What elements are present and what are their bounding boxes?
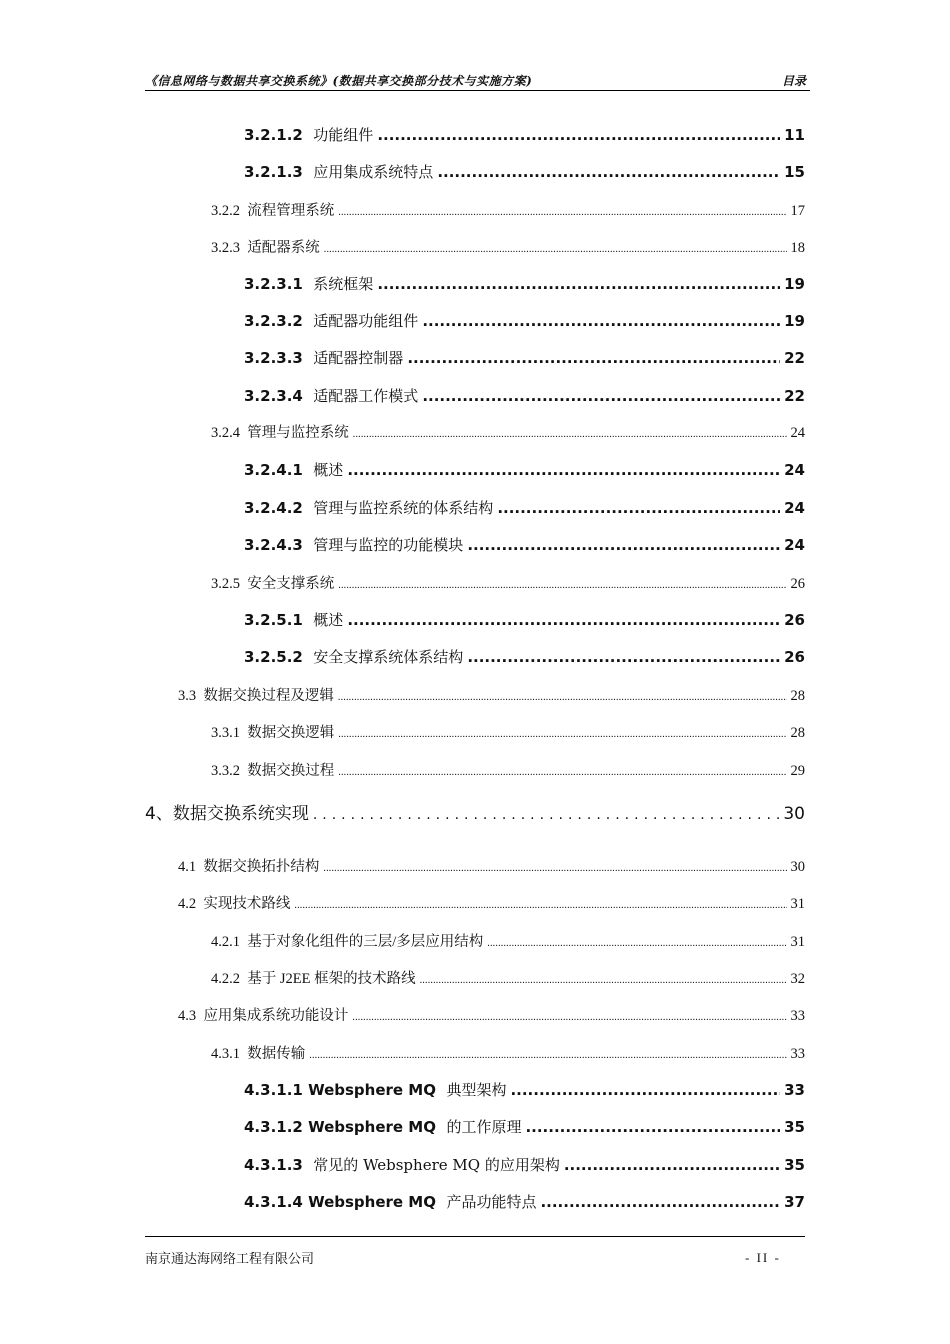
toc-entry-page: 37 (784, 1193, 805, 1211)
toc-entry[interactable] (211, 236, 805, 257)
toc-entry-number: 3.2.3.2 (244, 312, 303, 330)
toc-entry-number: 3.2.4.1 (244, 461, 303, 479)
toc-entry-title: 数据交换逻辑 (247, 725, 335, 741)
toc-dot-leader (377, 126, 780, 144)
toc-entry-number: 4.3.1.3 (244, 1156, 303, 1174)
toc-entry[interactable] (178, 855, 805, 876)
toc-entry-number: 4.3.1.4 Websphere MQ (244, 1193, 436, 1211)
toc-entry-page: 19 (784, 312, 805, 330)
toc-entry-title: 管理与监控系统的体系结构 (313, 499, 494, 517)
toc-entry-title: 基于 J2EE 框架的技术路线 (247, 971, 416, 987)
toc-entry-page: 24 (784, 461, 805, 479)
toc-entry-title: 系统框架 (313, 275, 374, 293)
toc-entry-page: 32 (790, 971, 805, 987)
toc-dot-leader (347, 461, 780, 479)
toc-entry-title: 管理与监控的功能模块 (313, 536, 464, 554)
toc-entry-number: 3.2.1.2 (244, 126, 303, 144)
toc-entry-title: 基于对象化组件的三层/多层应用结构 (247, 934, 484, 950)
toc-entry-title: 流程管理系统 (247, 203, 335, 219)
toc-entry-page: 28 (790, 725, 805, 741)
toc-dot-leader (347, 611, 780, 629)
toc-entry-page: 18 (790, 240, 805, 256)
footer-rule (145, 1236, 805, 1237)
toc-dot-leader (407, 349, 780, 367)
toc-entry-page: 31 (790, 896, 805, 912)
toc-entry[interactable] (178, 1004, 805, 1025)
toc-entry-number: 4.2 (178, 896, 197, 912)
toc-entry-number: 3.2.3.1 (244, 275, 303, 293)
toc-entry[interactable] (211, 930, 805, 951)
toc-entry-title: 概述 (313, 461, 344, 479)
toc-entry-page: 24 (784, 499, 805, 517)
toc-entry-page: 30 (790, 859, 805, 875)
toc-dot-leader (323, 863, 786, 874)
section-label: 目录 (781, 74, 806, 88)
toc-entry-title: 应用集成系统功能设计 (203, 1008, 349, 1024)
toc-entry-title: 常见的 Websphere MQ 的应用架构 (313, 1156, 560, 1174)
toc-entry-number: 3.2.4 (211, 425, 240, 441)
toc-entry[interactable] (244, 161, 805, 182)
toc-dot-leader (467, 536, 780, 554)
toc-entry-page: 29 (790, 763, 805, 779)
toc-dot-leader (467, 648, 780, 666)
toc-entry[interactable] (244, 646, 805, 667)
toc-entry[interactable] (244, 1116, 805, 1137)
toc-dot-leader (338, 729, 786, 740)
toc-entry-title: 典型架构 (446, 1081, 507, 1099)
toc-dot-leader (564, 1156, 780, 1174)
toc-entry-number: 3.2.4.3 (244, 536, 303, 554)
toc-entry-number: 4、 (145, 804, 173, 824)
toc-entry-number: 3.2.1.3 (244, 163, 303, 181)
toc-dot-leader (487, 938, 786, 949)
toc-entry[interactable] (211, 759, 805, 780)
toc-dot-leader (377, 275, 780, 293)
toc-dot-leader (437, 163, 780, 181)
toc-entry[interactable] (244, 497, 805, 518)
toc-entry[interactable] (145, 799, 805, 824)
toc-entry[interactable] (244, 310, 805, 331)
toc-entry-title: 数据交换拓扑结构 (203, 859, 320, 875)
toc-entry-number: 4.3.1.2 Websphere MQ (244, 1118, 436, 1136)
toc-entry-number: 3.3.1 (211, 725, 240, 741)
toc-entry-number: 3.2.5 (211, 576, 240, 592)
toc-entry-title: 适配器控制器 (313, 349, 404, 367)
toc-entry-number: 4.3 (178, 1008, 197, 1024)
toc-dot-leader (497, 499, 780, 517)
toc-dot-leader (353, 429, 787, 440)
footer-company: 南京通达海网络工程有限公司 (145, 1252, 315, 1267)
toc-entry[interactable] (178, 684, 805, 705)
toc-entry-number: 3.2.3 (211, 240, 240, 256)
toc-entry-title: 概述 (313, 611, 344, 629)
toc-entry-title: 数据交换系统实现 (172, 804, 309, 824)
toc-entry-page: 19 (784, 275, 805, 293)
toc-entry-page: 35 (784, 1118, 805, 1136)
toc-entry-page: 24 (790, 425, 805, 441)
toc-entry-title: 适配器工作模式 (313, 387, 419, 405)
toc-entry-number: 4.2.2 (211, 971, 240, 987)
toc-dot-leader (525, 1118, 780, 1136)
toc-dot-leader (338, 767, 786, 778)
toc-dot-leader (422, 312, 780, 330)
toc-entry-title: 产品功能特点 (446, 1193, 537, 1211)
footer-page-number: - II - (745, 1250, 781, 1265)
toc-dot-leader (309, 1050, 786, 1061)
toc-entry-page: 33 (790, 1008, 805, 1024)
toc-entry-page: 22 (784, 387, 805, 405)
toc-entry-title: 管理与监控系统 (247, 425, 349, 441)
toc-entry-title: 数据传输 (247, 1046, 306, 1062)
toc-entry-page: 26 (790, 576, 805, 592)
toc-entry-page: 31 (790, 934, 805, 950)
toc-entry[interactable] (244, 347, 805, 368)
toc-dot-leader (294, 900, 786, 911)
toc-entry-page: 26 (784, 611, 805, 629)
toc-entry-title: 的工作原理 (446, 1118, 522, 1136)
toc-entry-number: 4.1 (178, 859, 197, 875)
toc-entry[interactable] (211, 721, 805, 742)
toc-entry[interactable] (211, 421, 805, 442)
toc-entry-number: 3.2.4.2 (244, 499, 303, 517)
toc-entry[interactable] (178, 892, 805, 913)
toc-entry-number: 4.2.1 (211, 934, 240, 950)
toc-entry-page: 11 (784, 126, 805, 144)
toc-entry-title: 功能组件 (313, 126, 374, 144)
toc-dot-leader (338, 580, 786, 591)
toc-entry-title: 实现技术路线 (203, 896, 291, 912)
toc-dot-leader (338, 207, 786, 218)
toc-entry[interactable] (244, 459, 805, 480)
toc-entry[interactable] (244, 609, 805, 630)
toc-entry[interactable] (211, 199, 805, 220)
toc-entry-title: 安全支撑系统体系结构 (313, 648, 464, 666)
toc-entry[interactable] (244, 1079, 805, 1100)
toc-entry[interactable] (244, 273, 805, 294)
toc-dot-leader (338, 692, 787, 703)
toc-entry-page: 33 (790, 1046, 805, 1062)
toc-entry[interactable] (244, 534, 805, 555)
toc-entry-number: 3.2.5.2 (244, 648, 303, 666)
toc-entry-number: 3.3 (178, 688, 197, 704)
toc-entry-title: 数据交换过程及逻辑 (203, 688, 334, 704)
toc-entry[interactable] (211, 1042, 805, 1063)
toc-entry-number: 3.2.2 (211, 203, 240, 219)
toc-entry-page: 22 (784, 349, 805, 367)
toc-entry[interactable] (244, 1154, 805, 1175)
toc-entry-page: 30 (783, 804, 805, 824)
toc-entry-page: 26 (784, 648, 805, 666)
toc-entry[interactable] (244, 385, 805, 406)
toc-entry[interactable] (211, 572, 805, 593)
toc-dot-leader (420, 975, 787, 986)
toc-dot-leader (352, 1012, 786, 1023)
toc-entry-title: 安全支撑系统 (247, 576, 335, 592)
toc-dot-leader (313, 807, 780, 823)
toc-entry-page: 24 (784, 536, 805, 554)
toc-entry-title: 数据交换过程 (247, 763, 335, 779)
toc-entry-page: 28 (790, 688, 805, 704)
toc-entry[interactable] (244, 124, 805, 145)
toc-entry-page: 35 (784, 1156, 805, 1174)
document-title: 《信息网络与数据共享交换系统》(数据共享交换部分技术与实施方案) (145, 74, 533, 88)
toc-entry-number: 3.2.5.1 (244, 611, 303, 629)
toc-entry[interactable] (211, 967, 805, 988)
toc-entry-title: 适配器系统 (247, 240, 320, 256)
toc-entry-page: 17 (790, 203, 805, 219)
toc-entry-title: 适配器功能组件 (313, 312, 419, 330)
toc-entry-number: 4.3.1.1 Websphere MQ (244, 1081, 436, 1099)
toc-entry-page: 33 (784, 1081, 805, 1099)
toc-entry[interactable] (244, 1191, 805, 1212)
toc-entry-title: 应用集成系统特点 (313, 163, 434, 181)
toc-dot-leader (510, 1081, 780, 1099)
toc-entry-number: 3.2.3.3 (244, 349, 303, 367)
toc-entry-number: 4.3.1 (211, 1046, 240, 1062)
toc-entry-number: 3.3.2 (211, 763, 240, 779)
toc-dot-leader (422, 387, 780, 405)
toc-entry-page: 15 (784, 163, 805, 181)
toc-dot-leader (324, 244, 787, 255)
toc-dot-leader (540, 1193, 780, 1211)
toc-entry-number: 3.2.3.4 (244, 387, 303, 405)
